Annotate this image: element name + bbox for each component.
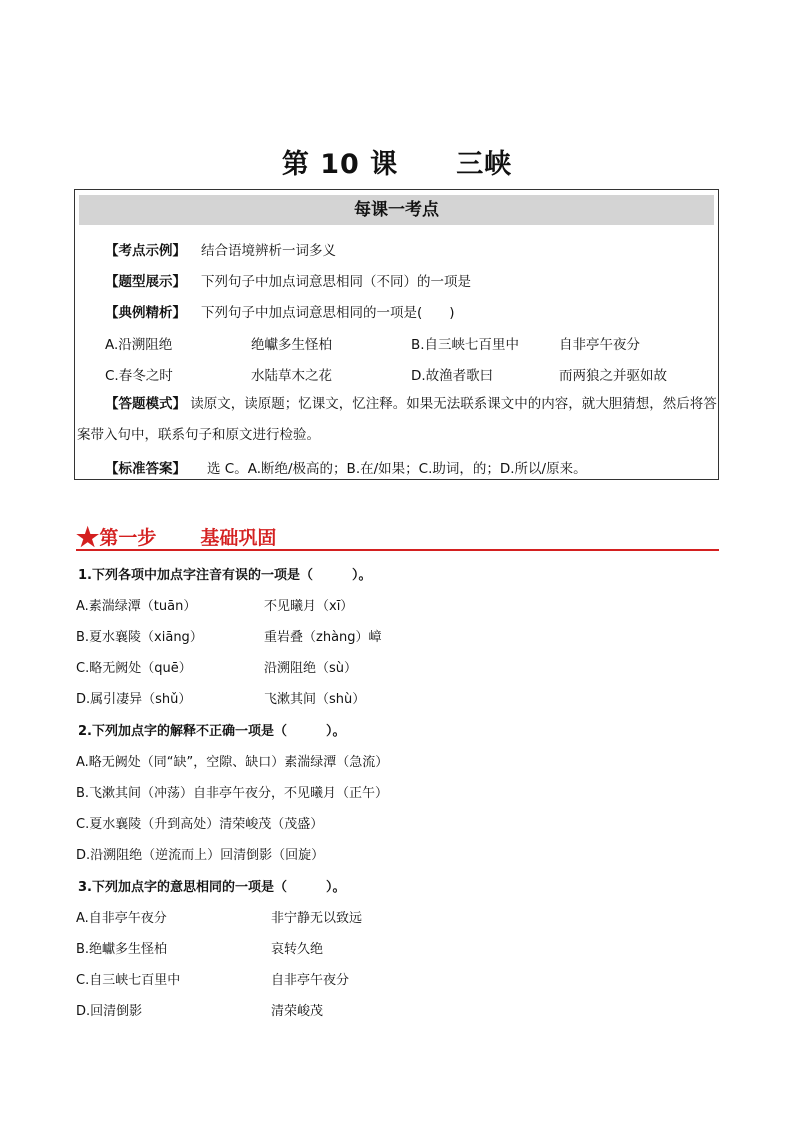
option-text: B.飞漱其间（冲荡）自非亭午夜分，不见曦月（正午） [76,786,389,801]
option-text: D.属引凄异（shǔ） [76,692,192,707]
option-text: 清荣峻茂 [271,1004,324,1019]
option-text: 不见曦月（xī） [264,599,354,614]
step-heading [76,523,719,551]
exam-point-box [74,189,719,480]
option-text: B.夏水襄陵（xiāng） [76,630,203,645]
question-stem: 2.下列加点字的解释不正确一项是（ ）。 [78,724,346,739]
option-text: 重岩叠（zhàng）嶂 [264,630,382,645]
question-stem: 3.下列加点字的意思相同的一项是（ ）。 [78,880,346,895]
example-option: 绝巘多生怪柏 [251,337,332,353]
row-text: 结合语境辨析一词多义 [201,243,336,259]
row-label: 【考点示例】 [105,243,186,259]
option-text: 自非亭午夜分 [271,973,350,988]
example-option: 水陆草木之花 [251,368,332,384]
box-header: 每课一考点 [79,195,714,225]
lesson-number: 第 10 课 [281,149,399,180]
question-stem: 1.下列各项中加点字注音有误的一项是（ ）。 [78,568,372,583]
option-text: B.绝巘多生怪柏 [76,942,168,957]
row-label: 【典例精析】 [105,305,186,321]
lesson-title [0,142,794,181]
answer-label: 【标准答案】 [105,461,186,477]
option-text: A.略无阙处（同“缺”，空隙、缺口）素湍绿潭（急流） [76,755,389,770]
lesson-name: 三峡 [456,149,513,180]
option-text: D.回清倒影 [76,1004,143,1019]
option-text: 飞漱其间（shù） [264,692,366,707]
option-text: 哀转久绝 [271,942,324,957]
row-text: 下列句子中加点词意思相同（不同）的一项是 [201,274,471,290]
answer-text: 选 C。A.断绝/极高的；B.在/如果；C.助词，的；D.所以/原来。 [207,461,587,477]
star-icon: ★ [76,523,100,553]
option-text: C.自三峡七百里中 [76,973,181,988]
row-text: 下列句子中加点词意思相同的一项是( ) [201,305,455,321]
example-option: B.自三峡七百里中 [411,337,520,353]
example-option: 而两狼之并驱如故 [559,368,667,384]
method-label: 【答题模式】 [105,396,186,412]
option-text: A.自非亭午夜分 [76,911,167,926]
method-text: 读原文，读原题；忆课文，忆注释。如果无法联系课文中的内容，就大胆猜想，然后将答案带入句中，联系句子和原文进行检验。 [77,396,717,443]
row-label: 【题型展示】 [105,274,186,290]
option-text: C.夏水襄陵（升到高处）清荣峻茂（茂盛） [76,817,324,832]
option-text: 非宁静无以致远 [271,911,363,926]
option-text: D.沿溯阻绝（逆流而上）回清倒影（回旋） [76,848,325,863]
step-title: 基础巩固 [200,527,277,549]
answer-method [77,389,717,451]
example-option: A.沿溯阻绝 [105,337,173,353]
example-option: 自非亭午夜分 [559,337,640,353]
option-text: C.略无阙处（quē） [76,661,192,676]
option-text: 沿溯阻绝（sù） [264,661,358,676]
step-name: 第一步 [99,527,157,549]
example-option: C.春冬之时 [105,368,173,384]
example-option: D.故渔者歌曰 [411,368,494,384]
option-text: A.素湍绿潭（tuān） [76,599,197,614]
